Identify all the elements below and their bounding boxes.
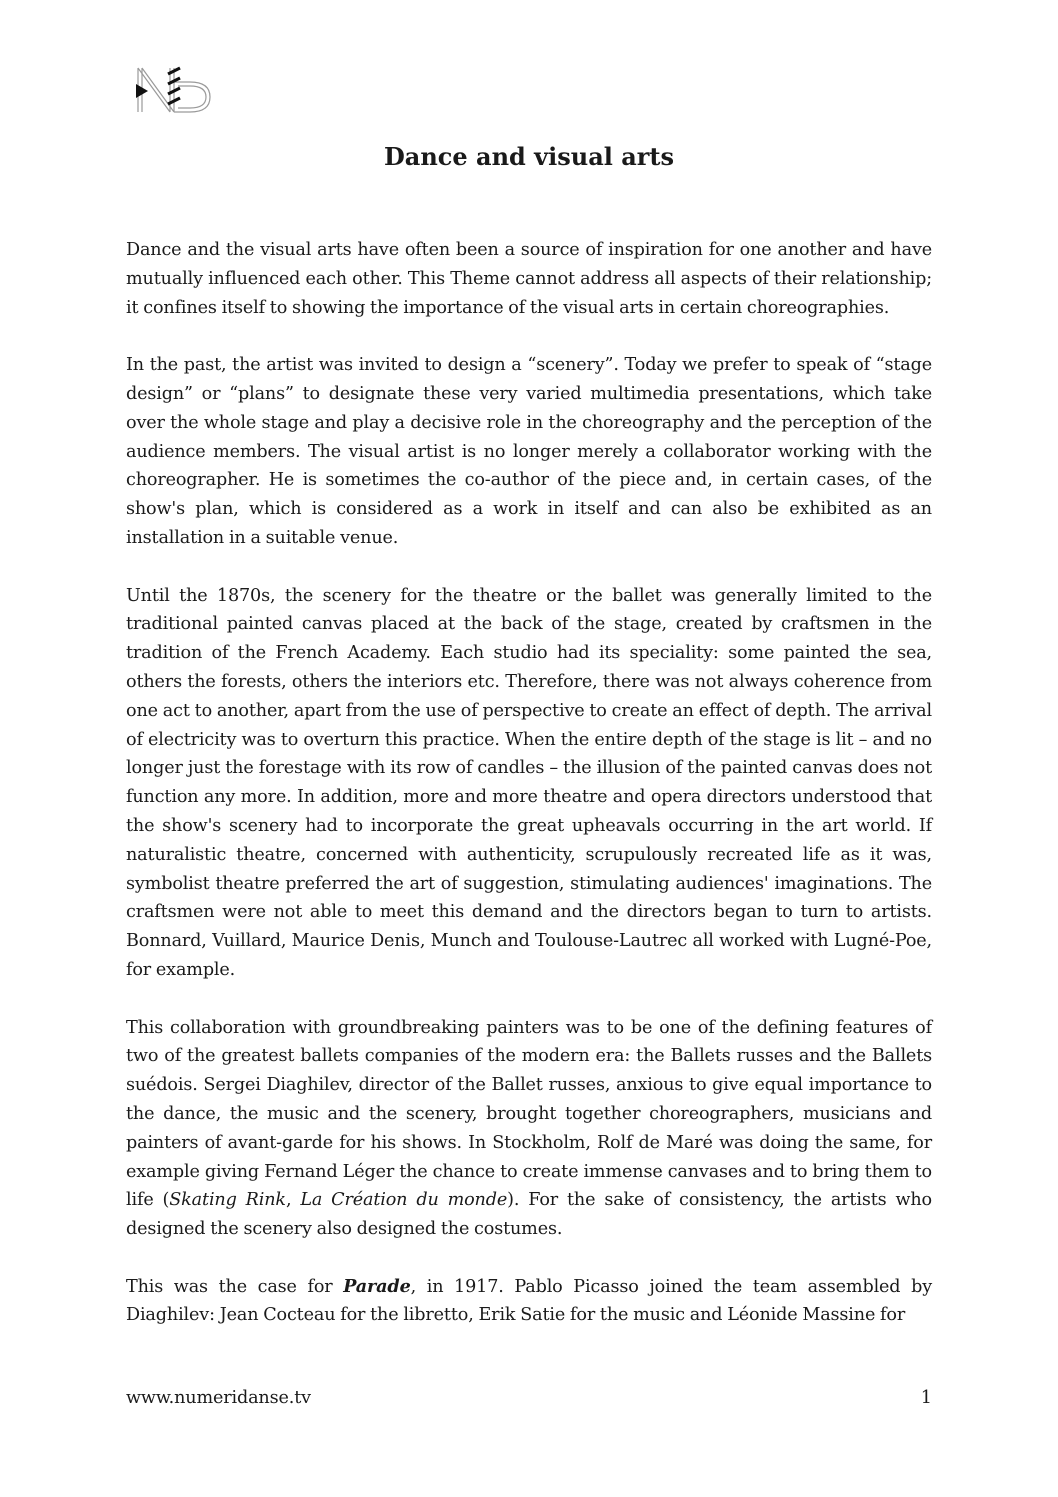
page-title: Dance and visual arts — [383, 142, 675, 171]
work-title-skating-rink: Skating Rink — [169, 1190, 286, 1211]
paragraph-1: Dance and the visual arts have often been a source of inspiration for one another and have mutually influenced each other. This Theme cannot address all aspects of their relationship; it confines itself to showing the importance of the visual arts in certain choreographies. — [126, 240, 932, 318]
numeridanse-logo — [134, 66, 214, 116]
paragraph-5 — [126, 1273, 932, 1331]
paragraph-4-separator: , — [285, 1190, 301, 1211]
document-body — [126, 236, 932, 1359]
paragraph-5-text-before: This was the case for — [126, 1276, 344, 1297]
work-title-la-creation-du-monde: La Création du monde — [300, 1190, 508, 1211]
footer-website-url: www.numeridanse.tv — [126, 1388, 311, 1408]
paragraph-5-text-after: , in 1917. Pablo Picasso joined the team assembled by Diaghilev: Jean Cocteau for the libretto, Erik Satie for the music and Léonide Massine for — [126, 1276, 932, 1326]
work-title-parade: Parade — [343, 1275, 411, 1297]
numeridanse-logo-icon — [134, 66, 214, 116]
paragraph-2: In the past, the artist was invited to design a “scenery”. Today we prefer to speak of “stage design” or “plans” to designate these very varied multimedia presentations, which take over the whole stage and play a decisive role in the choreography and the perception of the audience members. The visual artist is no longer merely a collaborator working with the choreographer. He is sometimes the co-author of the piece and, in certain cases, of the show's plan, which is considered as a work in itself and can also be exhibited as an installation in a suitable venue. — [126, 355, 932, 548]
paragraph-3: Until the 1870s, the scenery for the theatre or the ballet was generally limited to the traditional painted canvas placed at the back of the stage, created by craftsmen in the tradition of the French Academy. Each studio had its speciality: some painted the sea, others the forests, others the interiors etc. Therefore, there was not always coherence from one act to another, apart from the use of perspective to create an effect of depth. The arrival of electricity was to overturn this practice. When the entire depth of the stage is lit – and no longer just the forestage with its row of candles – the illusion of the painted canvas does not function any more. In addition, more and more theatre and opera directors understood that the show's scenery had to incorporate the great upheavals occurring in the art world. If naturalistic theatre, concerned with authenticity, scrupulously recreated life as it was, symbolist theatre preferred the art of suggestion, stimulating audiences' imaginations. The craftsmen were not able to meet this demand and the directors began to turn to artists. Bonnard, Vuillard, Maurice Denis, Munch and Toulouse-Lautrec all worked with Lugné-Poe, for example. — [126, 585, 932, 980]
footer-page-number: 1 — [920, 1388, 932, 1408]
paragraph-4-text-after: ). For the sake of consistency, the artists who designed the scenery also designed the costumes. — [126, 1190, 933, 1240]
paragraph-4 — [126, 1014, 932, 1244]
paragraph-4-text-before: This collaboration with groundbreaking painters was to be one of the defining features of two of the greatest ballets companies of the modern era: the Ballets russes and the Ballets suédois. Sergei Diaghilev, director of the Ballet russes, anxious to give equal importance to the dance, the music and the scenery, brought together choreographers, musicians and painters of avant-garde for his shows. In Stockholm, Rolf de Maré was doing the same, for example giving Fernand Léger the chance to create immense canvases and to bring them to life ( — [126, 1017, 932, 1211]
